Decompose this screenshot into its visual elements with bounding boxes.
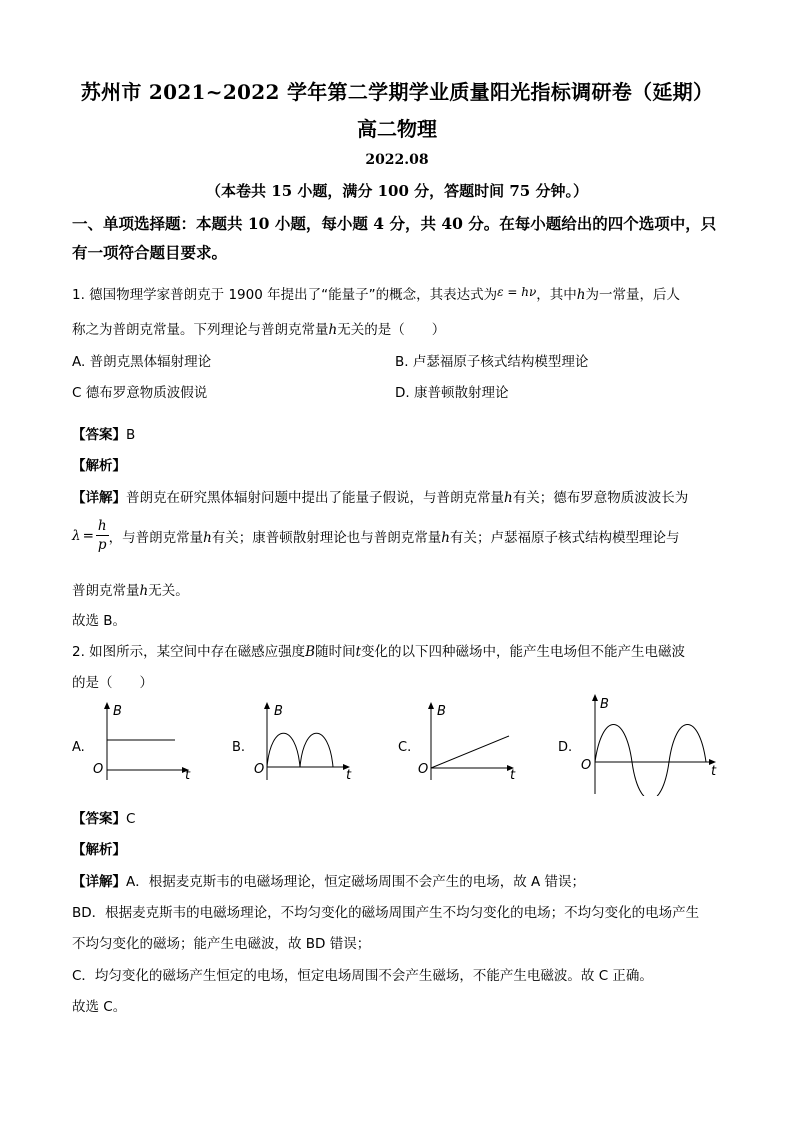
- graph-d-curve: [595, 725, 706, 797]
- graph-c-y-label: B: [437, 704, 446, 719]
- graph-b-origin: O: [254, 762, 265, 777]
- q2-text-1c: 变化的以下四种磁场中，能产生电场但不能产生电磁波: [361, 644, 686, 660]
- q1-detail-3a: 普朗克常量: [72, 583, 140, 599]
- q1-detail-3b: 无关。: [148, 583, 189, 599]
- q1-detail-line-1: [72, 486, 688, 506]
- q1-detail-2h1: h: [203, 529, 212, 546]
- q2-B: B: [305, 644, 316, 660]
- q1-text-1a: 1. 德国物理学家普朗克于 1900 年提出了“能量子”的概念，其表达式为: [72, 287, 498, 303]
- q2-detail-line-4: C．均匀变化的磁场产生恒定的电场，恒定电场周围不会产生磁场，不能产生电磁波。故 C 正确。: [72, 968, 653, 984]
- q2-answer-value: C: [126, 811, 136, 827]
- graph-d-origin: O: [581, 758, 592, 773]
- q1-answer-tag: 【答案】: [72, 427, 126, 443]
- q2-detail-line-1: [72, 870, 585, 890]
- q1-text-1b: ，其中: [536, 287, 577, 303]
- q1-analysis-tag: 【解析】: [72, 458, 126, 474]
- q1-conclusion: 故选 B。: [72, 613, 127, 629]
- exam-title: 苏州市 2021~2022 学年第二学期学业质量阳光指标调研卷（延期）: [80, 80, 714, 104]
- exam-note: （本卷共 15 小题，满分 100 分，答题时间 75 分钟。）: [206, 182, 588, 200]
- graph-d-x-label: t: [711, 764, 717, 779]
- graph-c-curve: [431, 736, 509, 768]
- q1-answer-value: B: [126, 427, 136, 443]
- q1-h-1: h: [576, 287, 586, 303]
- q1-option-c: C 德布罗意物质波假说: [72, 385, 208, 401]
- q1-detail-tag: 【详解】: [72, 490, 126, 506]
- q1-formula: ε = hν: [497, 285, 537, 299]
- graph-c-label: C.: [398, 740, 412, 755]
- graph-b-curve: [267, 733, 333, 767]
- q2-text-1a: 2. 如图所示，某空间中存在磁感应强度: [72, 644, 306, 660]
- graph-c-origin: O: [418, 762, 429, 777]
- graph-d-y-label: B: [600, 697, 609, 712]
- graph-a-y-label: B: [113, 704, 122, 719]
- q2-line-1: [72, 640, 685, 660]
- q1-line-1: [72, 283, 680, 303]
- q1-h-2: h: [328, 322, 338, 338]
- q2-detail-line-3: 不均匀变化的磁场；能产生电磁波，故 BD 错误；: [72, 936, 371, 952]
- q1-text-2a: 称之为普朗克常量。下列理论与普朗克常量: [72, 322, 329, 338]
- q1-fraction: [96, 517, 109, 554]
- graph-a-y-arrow: [104, 702, 110, 709]
- graph-a-x-label: t: [185, 768, 191, 783]
- exam-subject: 高二物理: [357, 117, 437, 141]
- q1-detail-line-2: [72, 517, 679, 561]
- q2-text-1b: 随时间: [315, 644, 356, 660]
- section-heading: 一、单项选择题：本题共 10 小题，每小题 4 分，共 40 分。在每小题给出的四个选项中，只有一项符合题目要求。: [72, 214, 717, 262]
- q1-detail-h: h: [504, 490, 513, 506]
- q1-detail-1b: 有关；德布罗意物质波波长为: [512, 490, 689, 506]
- graph-a-label: A.: [72, 740, 85, 755]
- q2-analysis-tag: 【解析】: [72, 842, 126, 858]
- q1-detail-2h2: h: [441, 529, 450, 546]
- exam-date: 2022.08: [365, 152, 429, 168]
- q2-detail-1: A．根据麦克斯韦的电磁场理论，恒定磁场周围不会产生的电场，故 A 错误；: [126, 874, 586, 890]
- q2-line-2: 的是（ ）: [72, 675, 153, 691]
- q1-detail-2c: 有关；卢瑟福原子核式结构模型理论与: [449, 529, 680, 546]
- graph-d-y-arrow: [592, 694, 598, 701]
- q1-line-2: [72, 318, 445, 338]
- q1-option-b: B. 卢瑟福原子核式结构模型理论: [395, 354, 589, 370]
- graph-b-x-label: t: [346, 768, 352, 783]
- q2-answer: [72, 807, 135, 827]
- q2-t: t: [355, 644, 362, 660]
- q1-answer: [72, 423, 135, 443]
- q1-analysis: [72, 454, 126, 474]
- q2-answer-tag: 【答案】: [72, 811, 126, 827]
- q2-detail-line-2: BD．根据麦克斯韦的电磁场理论，不均匀变化的磁场周围产生不均匀变化的电场；不均匀变化的电场产生: [72, 905, 700, 921]
- graph-d-label: D.: [558, 740, 573, 755]
- q1-detail-2a: ，与普朗克常量: [108, 529, 204, 546]
- q1-frac-den: p: [97, 537, 107, 553]
- q1-option-a: A. 普朗克黑体辐射理论: [72, 354, 212, 370]
- q1-lambda: λ: [72, 527, 81, 544]
- q1-detail-line-3: [72, 579, 189, 599]
- q1-detail-2: [109, 526, 680, 546]
- q1-equals: =: [82, 527, 94, 544]
- graph-b-y-arrow: [264, 702, 270, 709]
- q1-text-1c: 为一常量，后人: [585, 287, 680, 303]
- q1-detail-1a: 普朗克在研究黑体辐射问题中提出了能量子假说，与普朗克常量: [126, 490, 504, 506]
- graph-b-y-label: B: [274, 704, 283, 719]
- q2-analysis: [72, 838, 126, 858]
- q1-frac-num: h: [97, 518, 107, 534]
- q1-option-d: D. 康普顿散射理论: [395, 385, 509, 401]
- q2-detail-tag: 【详解】: [72, 874, 126, 890]
- q2-conclusion: 故选 C。: [72, 999, 127, 1015]
- q1-detail-3h: h: [139, 583, 149, 599]
- graph-c-x-label: t: [510, 768, 516, 783]
- graph-a-origin: O: [93, 762, 104, 777]
- graph-b-label: B.: [232, 740, 246, 755]
- q1-detail-2b: 有关；康普顿散射理论也与普朗克常量: [211, 529, 442, 546]
- graph-c-y-arrow: [428, 702, 434, 709]
- graph-d: [572, 692, 722, 796]
- q1-text-2b: 无关的是（ ）: [337, 322, 446, 338]
